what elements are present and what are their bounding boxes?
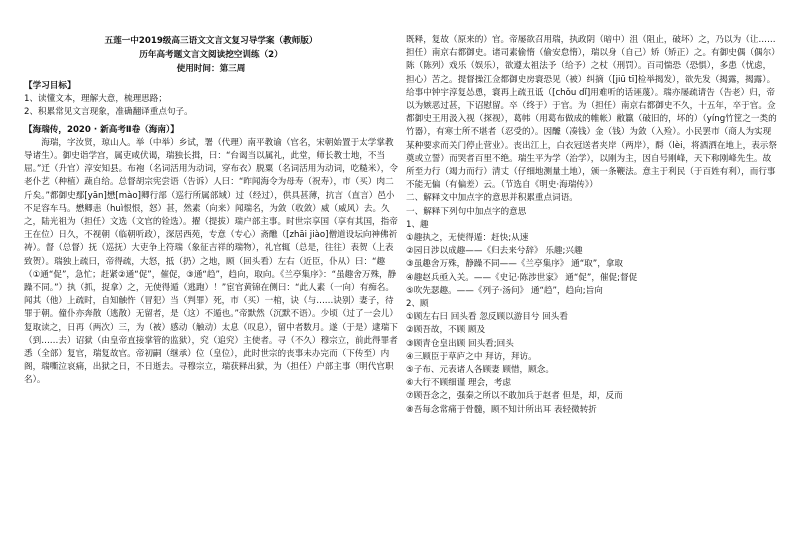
exercise-subheading: 一、解释下列句中加点字的意思 — [406, 206, 527, 217]
passage-paragraph: 海瑞，字汝贤，琼山人。举（中举）乡试，署（代理）南平教谕（官名，宋朝始置于太学掌教导诸生）。御史诣学宫，属吏咸伏谒，瑞独长揖，曰：“台谒当以属礼，此堂，师长教士地，不当屈。”迁（升官）淳安知县。布袍（名词活用为动词，穿布衣）脱粟（名词活用为动词，吃糙米），令老仆艺（种植）蔬自给。总督胡宗宪尝语（告诉）人曰：“昨闻海令为母寿（祝寿），市（买）肉二斤矣。”都御史鄢[yān]懋[mào]卿行部（巡行所属部域）过（经过），供具甚薄，抗言（直言）邑小不足容车马。懋卿恚（huì恨恨，怒）甚，然素（向来）闻瑞名，为敛（收敛）威（威风）去。久之，陆光祖为（担任）文选（文官的铨选）。擢（提拔）瑞户部主事。时世宗享国（享有其国，指帝王在位）日久，不视朝（临朝听政），深居西苑，专意（专心）斋醮（[zhāi jiào]僧道设坛向神佛祈祷）。督（总督）抚（巡抚）大吏争上符瑞（象征吉祥的瑞物），礼官辄（总是，往往）表贺（上表致贺）。瑞独上疏曰，帝得疏，大怒，抵（扔）之地，顾（回头看）左右（近臣，仆从）曰：“趣（①通“促”，急忙；赶紧②通“促”，催促，③通“趋”，趋向，取向。《兰亭集序》：“虽趣舍万殊，静躁不同。”）执（抓，捉拿）之，无使得遁（逃跑）！”宦官黄锦在侧曰：“此人素（一向）有痴名。闻其（他）上疏时，自知触忤（冒犯）当（判罪）死，市（买）一棺，诀（与……诀别）妻子，待罪于朝。僮仆亦奔散（逃散）无留者，是（这）不遁也。”帝默然（沉默不语）。少顷（过了一会儿）复取读之，日再（两次）三，为（被）感动（触动）太息（叹息），留中者数月。遂（于是）逮瑞下（到……去）诏狱（由皇帝直接掌管的监狱），究（追究）主使者。寻（不久）穆宗立，前此得罪者悉（全部）复官，瑞复故官。帝初嗣（继承）位（皇位），此时世宗的丧事未办完而（下传至）内阁，瑞嘶泣哀痛，出狱之日，不日逝去。寻穆宗立，瑞获释出狱，为（担任）户部主事（明代官职名）。 — [24, 137, 398, 386]
exercise-item: ⑧吾每念常痛于骨髓，顾不知计所出耳 表轻微转折 — [406, 404, 597, 415]
exercise-item: ⑤子布、元表诸人各顾妻 顾惜，顾念。 — [406, 365, 554, 376]
exercise-item: ③虽趣舍万殊，静躁不同——《兰亭集序》 通“取”，拿取 — [406, 259, 623, 270]
passage-continuation — [406, 34, 778, 192]
exercise-item: ②顾吾故，不顾 顾及 — [406, 325, 486, 336]
exercise-item: ②园日涉以成趣——《归去来兮辞》 乐趣;兴趣 — [406, 246, 583, 257]
exercise-item: ①趣执之，无使得遁：赶快;从速 — [406, 233, 529, 244]
right-column — [406, 34, 778, 542]
usage-time: 使用时间：第三周 — [176, 64, 246, 74]
passage-source: 【海瑞传，2020 · 新高考Ⅱ卷（海南）】 — [24, 124, 179, 135]
exercise-item: ①顾左右曰 回头看 忽反顾以游目兮 回头看 — [406, 312, 568, 323]
objective-item: 2、积累常见文言现象，准确翻译重点句子。 — [24, 107, 193, 118]
exercise-item: ④三顾臣于草庐之中 拜访，拜访。 — [406, 351, 537, 362]
objective-item: 1、读懂文本，理解大意，梳理思路； — [24, 94, 167, 105]
exercise-group-label: 1、趣 — [406, 219, 429, 230]
passage-paragraph: 既释，复故（原来的）官。帝屡欲召用瑞，执政阴（暗中）沮（阻止，破坏）之，乃以为（让……担任）南京右都御史。诸司素偷惰（偷安怠惰），瑞以身（自己）矫（矫正）之。有御史偶（偶尔）陈（陈列）戏乐（娱乐），欲遵太祖法予（给予）之杖（刑罚）。百司惴恐（恐惧），多患（忧虑，担心）苦之。提督操江佥都御史房寰恐见（被）纠摘（[jiū tī]检举揭发），欲先发（揭露，揭露）。给事中钟宇淳复怂恿，寰再上疏丑诋（[chǒu dǐ]用难听的话诬蔑）。瑞亦屡疏请告（告老）归，帝以为嫉恶过甚，下诏慰留。卒（终于）于官。为（担任）南京右都御史不久，十五年，卒于官。佥都御史王用汲入视（探视），葛帏（用葛布做成的帷帐）敝籝（破旧的，坏的）（yíng竹筐之一类的竹器），有寒士所不堪者（忍受的）。因醵（凑钱）金（钱）为敛（入殓）。小民罢市（商人为实现某种要求而关门停止营业）。丧出江上，白衣冠送者夹岸（两岸），酹（lèi，将酒洒在地上，表示祭奠或立誓）而哭者百里不绝。瑞生平为学（治学），以刚为主，因自号刚峰，天下称刚峰先生。故所至力行（竭力而行）清丈（仔细地测量土地），颁一条鞭法。意主于利民（于百姓有利），而行事不能无偏（有偏差）云。（节选自《明史·海瑞传》） — [406, 35, 777, 191]
left-column — [24, 34, 398, 542]
document-title: 五莲一中2019级高三语文文言文复习导学案（教师版） — [104, 36, 318, 46]
passage-body — [24, 137, 398, 388]
exercise-heading: 二、解释文中加点字的意思并积累重点词语。 — [406, 193, 578, 204]
exercise-item: ④趣赵兵亟入关。——《史记·陈涉世家》 通“促”，催促;督促 — [406, 272, 638, 283]
objectives-heading: 【学习目标】 — [24, 81, 76, 91]
exercise-item: ⑦顾吾念之，强秦之所以不敢加兵于赵者 但是，却，反而 — [406, 391, 623, 402]
exercise-item: ③顾青仓皇出顾 回头看;回头 — [406, 338, 514, 349]
exercise-item: ⑤吹先瑟趣。——《列子·汤问》 通“趋”，趋向;旨向 — [406, 285, 603, 296]
document-subtitle: 历年高考题文言文阅读挖空训练（2） — [139, 50, 283, 60]
exercise-group-label: 2、顾 — [406, 299, 429, 310]
exercise-item: ⑥大行不顾细谨 理会，考虑 — [406, 378, 511, 389]
